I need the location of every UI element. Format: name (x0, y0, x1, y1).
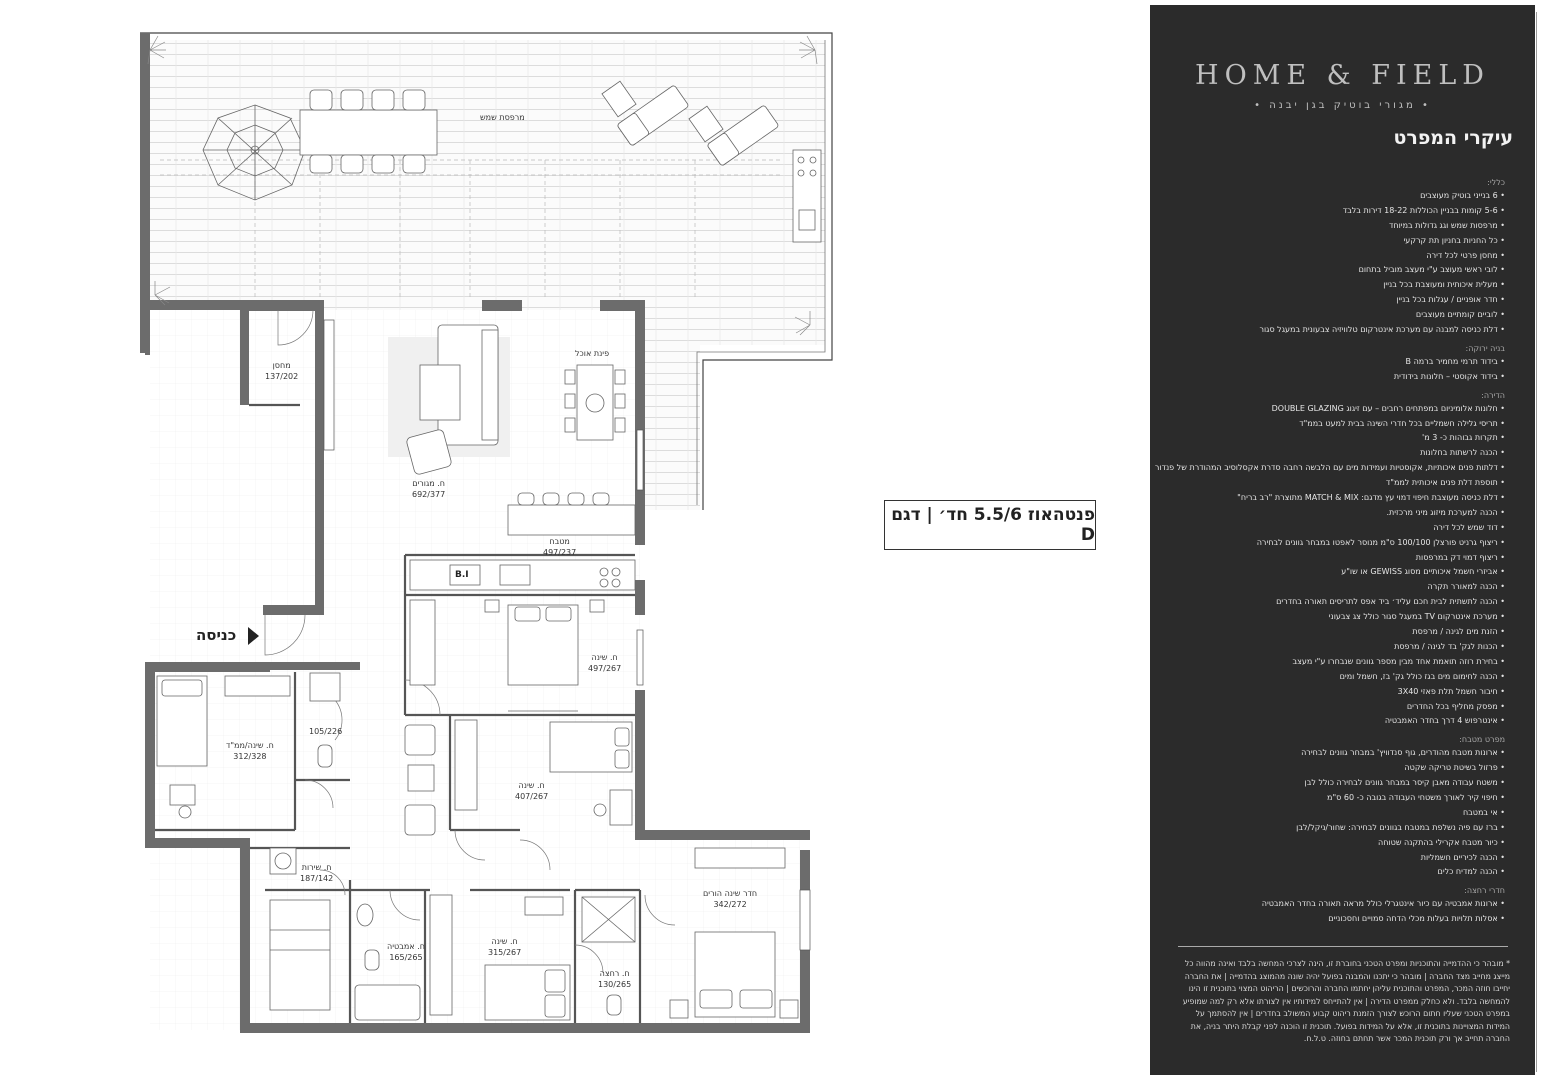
spec-item: • דוד שמש לכל דירה (1433, 522, 1505, 532)
living-furniture-icon (388, 325, 510, 475)
room-label-sun-terrace: מרפסת שמש (480, 113, 525, 122)
spec-item: • הכנה לכיריים חשמליות (1420, 852, 1505, 862)
spec-item: • חלונות אלומיניום במפתחים רחבים – עם זיגוג DOUBLE GLAZING (1271, 403, 1505, 413)
room-label-bedroom3: ח. שינה 315/267 (488, 937, 522, 957)
spec-item: • כיור מטבח אקרילי בהתקנה שטוחה (1378, 837, 1505, 847)
spec-item: • ארונות אמבטיה עם כיור אינטגרלי כולל מראה תאורה בחדר האמבטיה (1261, 899, 1505, 909)
dining-table-icon (565, 365, 625, 440)
spec-item: • בידוד תרמי מחמיר ברמה B (1405, 356, 1505, 366)
spec-item: • תריסי גלילה חשמליים בכל חדרי השינה בבית למעט בממ"ד (1299, 418, 1505, 428)
spec-item: • משטח עבודה מאבן קיסר במבחר גוונים לבחירה כולל לבן (1304, 778, 1505, 788)
spec-item: • לוביים קומתיים מעוצבים (1415, 310, 1505, 320)
spec-item: • אי במטבח (1462, 807, 1505, 817)
spec-section-heading: הדירה: (1481, 390, 1505, 400)
spec-item: • לובי ראשי מעוצב ע"י מעצב מוביל בתחום (1358, 265, 1505, 275)
divider (1178, 946, 1508, 947)
spec-item: • ריצוף גרניט פורצלן 100/100 ס"מ מנוסר לאפטו במבחר גוונים לבחירה (1256, 537, 1505, 547)
spec-item: • תוספת דלת פנים איכותית לממ"ד (1385, 478, 1505, 488)
spec-item: • בידוד אקוסטי – חלונות בידודית (1393, 371, 1505, 381)
spec-item: • ברז עם פיה נשלפת במטבח בגוונים לבחירה: שחור/ניקל/לבן (1296, 822, 1505, 832)
room-label-bedroom1: ח. שינה 497/267 (588, 653, 622, 673)
spec-item: • אסלות תלויות בעלות מכלי הדחה סמויים וחסכוניים (1328, 914, 1505, 924)
spec-item: • אינטרפוש 4 דרך בחדר האמבטיה (1384, 716, 1505, 726)
room-label-kitchen: מטבח 497/237 (543, 537, 577, 557)
spec-section-heading: בניה ירוקה: (1465, 343, 1505, 353)
entrance-label: כניסה (196, 626, 237, 644)
outdoor-kitchen-icon (793, 150, 821, 242)
room-label-master: חדר שינה הורים 342/272 (703, 889, 758, 909)
spec-item: • מפסק מחליף בכל החדרים (1406, 701, 1505, 711)
spec-item: • חדר אופניים / עגלות בכל בניין (1396, 295, 1505, 305)
spec-item: • כל החניות בחניון תת קרקעי (1403, 235, 1505, 245)
spec-section-heading: כללי: (1487, 178, 1505, 187)
panel-edge-line (1536, 12, 1537, 1072)
room-label-service: ח. שירות 187/142 (300, 863, 334, 883)
spec-item: • 6 בנייני בוטיק מעוצבים (1420, 191, 1505, 200)
spec-item: • בחירת רוזה תואמת אחד מבין מספר גוונים שנבחרו ע"י מעצב (1292, 656, 1505, 666)
spec-item: • הכנה לתשתית לבית חכם עליד׳ ביד אפס לתריסים תאורה בחדרים (1276, 597, 1505, 607)
room-label-living: ח. מגורים 692/377 (412, 479, 446, 499)
room-label-bath-small: 105/226 (309, 727, 343, 736)
spec-item: • אביזרי חשמל איכותיים מסוג GEWISS או שו"ע (1341, 567, 1505, 577)
spec-item: • הכנה לרשתות בחלונות (1420, 448, 1505, 458)
spec-item: • הכנה למערכת מיזוג מיני מרכזית. (1386, 507, 1505, 517)
brand-subtitle: • מגורי בוטיק בגן יבנה • (1254, 100, 1431, 111)
room-label-bedroom2: ח. שינה 407/267 (515, 781, 549, 801)
disclaimer: * מובהר כי ההדמייה והתוכניות ומפרט הטכני בחוברת זו, הינה לצרכי המחשה בלבד ואינה מהווה כל מייצג מחייב מצד החברה | מובהר כי יתכנו והמבנה בפועל יהיה שונה מהמוצג בהדמייה | את החברה יחייבו חוזה המכר, המפרט והתוכנית עליהן יחתמו החברה והרוכשים | הריהוט המצוי בתוכנית זו הינו להמחשה בלבד. ולא כחלק ממפרט הדירה | אין להתייחס למידותיו אין לצורתו אלא רק למה שמופיע במפרט הטכני שעליו חתום הרוכש לצורך הזמנת ריהוט קבוע המשולב בחדרים | אין להסתמך על המידות המצויינות בתוכנית זו, אלא על המידות בפועל. תוכנית זו הוכנה לפני קבלת היתר בניה, את החברה תחייב אך ורק תוכנית המכר אשר תחתם בחוזה. ט.ל.ח. (1182, 959, 1510, 1043)
spec-item: • 5-6 קומות בבניין הכוללות 18-22 דירות בלבד (1342, 205, 1505, 215)
spec-item: • הזנת מים לגינה / מרפסת (1412, 627, 1505, 637)
spec-item: • הכנות לגק' בד לגינה / מרפסת (1394, 641, 1505, 651)
room-label-dining: פינת אוכל (575, 349, 610, 358)
spec-item: • פרזול בשיטת טריקה שקטה (1404, 763, 1505, 773)
spec-item: • מערכת אינטרקום TV במעגל סגור כולל צג צבעוני (1328, 612, 1505, 622)
spec-item: • הכנה לחימום מים בגז כולל גק' בז, חשמל ומים (1339, 671, 1505, 681)
room-label-bathroom: ח. אמבטיה 165/265 (387, 942, 425, 962)
spec-item: • חיבור חשמל תלת פאזי 3X40 (1397, 686, 1505, 696)
brand-logo: HOME & FIELD (1195, 60, 1490, 91)
armchair-icon (405, 725, 435, 835)
room-label-storage: מחסן 137/202 (265, 361, 299, 381)
spec-item: • מעלית איכותית ומעוצבת בכל בניין (1383, 280, 1505, 290)
room-label-shower: ח. רחצה 130/265 (598, 969, 632, 989)
bi-label: B.I (455, 570, 469, 580)
spec-item: • דלת כניסה למבנה עם מערכת אינטרקום טלוויזיה צבעונית במעגל סגור (1259, 325, 1505, 335)
spec-item: • הכנה למדיח כלים (1437, 867, 1505, 877)
spec-title: עיקרי המפרט (1393, 127, 1513, 149)
spec-section-heading: מפרט מטבח: (1459, 735, 1505, 745)
spec-item: • ריצוף דמוי דק במרפסות (1415, 552, 1505, 562)
spec-panel (1150, 5, 1535, 1075)
spec-item: • ארונות מטבח מהודרים, גוף סנדוויץ' במבחר גוונים לבחירה (1301, 748, 1505, 758)
spec-item: • מחסן פרטי לכל דירה (1426, 250, 1505, 260)
room-label-safe-room: ח. שינה/ממ"ד 312/328 (226, 741, 274, 761)
spec-item: • דלת כניסה מעוצבת חיפוי דמוי עץ מדגם: MATCH & MIX מתוצרת "רב בריח" (1237, 493, 1505, 503)
model-label: פנטהאוז 5.5/6 חד׳ | דגם D (884, 500, 1096, 550)
entrance-arrow-icon (248, 627, 259, 645)
spec-item: • הכנה למאורר תקרה (1427, 582, 1505, 592)
spec-list (1154, 172, 1505, 927)
spec-item: • תקרות גבוהות כ- 3 מ' (1422, 433, 1505, 443)
spec-item: • מרפסות שמש וגג גדולות במיוחד (1389, 220, 1505, 230)
spec-item: • דלתות פנים איכותיות, אקוסטיות ועמידות מים עם הלבשה רחבה סדרת אקסלוסיב המהודרת של פנדור (1154, 463, 1505, 473)
spec-section-heading: חדרי רחצה: (1464, 886, 1505, 896)
spec-item: • חיפוי קיר לאורך משטחי העבודה בגובה כ- 60 ס"מ (1327, 792, 1505, 802)
